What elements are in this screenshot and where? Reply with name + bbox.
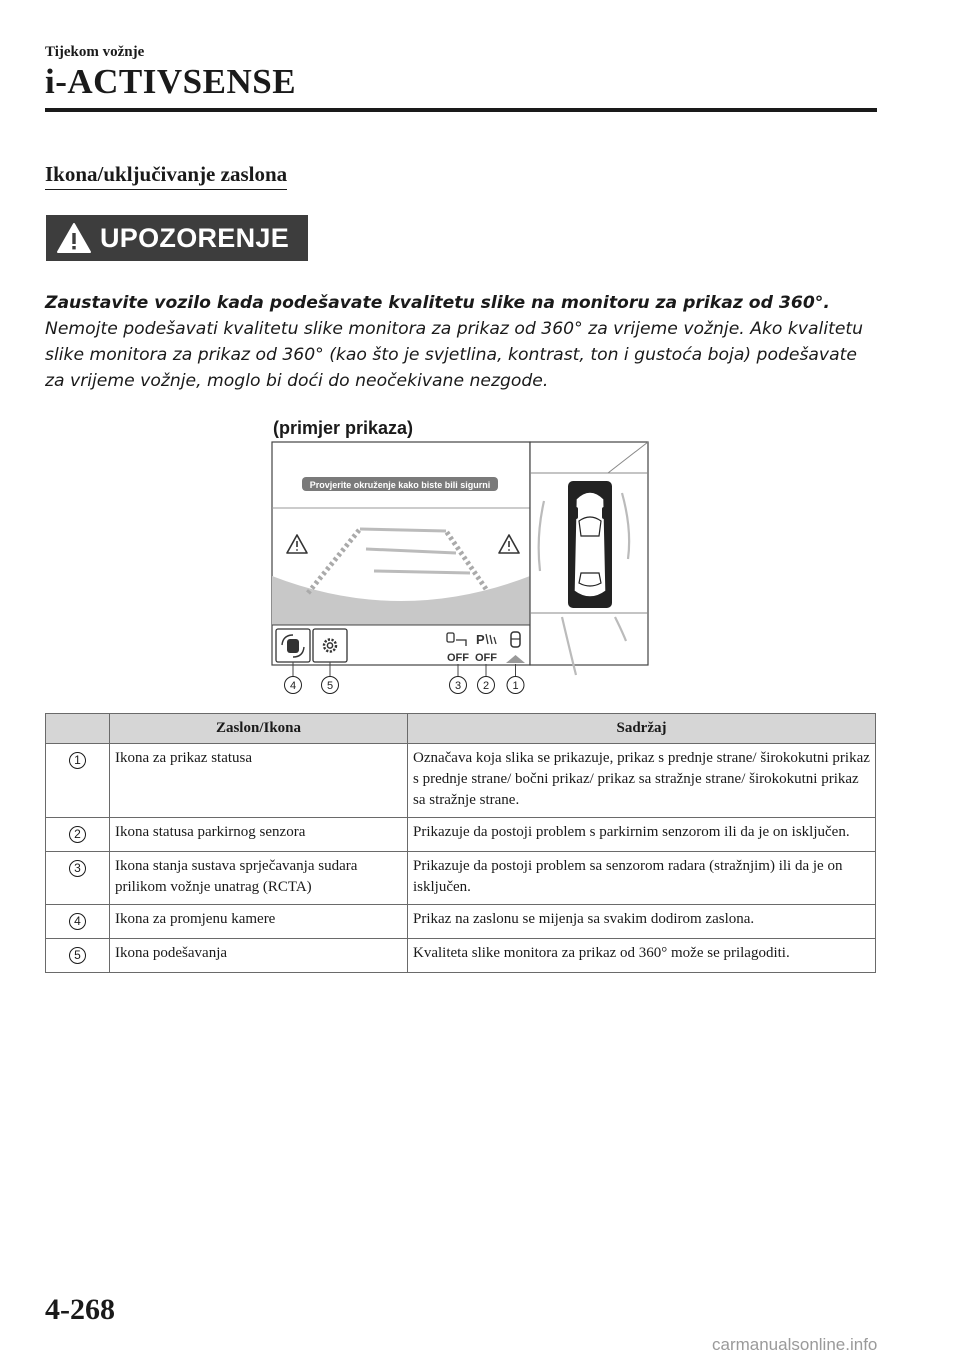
- rear-camera-view: [272, 442, 530, 665]
- row-content: Prikazuje da postoji problem sa senzorom radara (stražnjim) ili da je on isključen.: [408, 852, 876, 905]
- row-name: Ikona za promjenu kamere: [110, 905, 408, 939]
- table-row: [46, 744, 876, 818]
- table-row: [46, 939, 876, 973]
- figure-caption: (primjer prikaza): [273, 418, 414, 438]
- top-view-panel: [530, 442, 648, 675]
- callout-3: 3: [454, 680, 462, 692]
- table-header-content: Sadržaj: [408, 714, 876, 744]
- warning-label: UPOZORENJE: [100, 222, 290, 253]
- chapter-title: i-ACTIVSENSE: [45, 62, 297, 101]
- warning-triangle-icon: [56, 222, 92, 254]
- row-content: Kvaliteta slike monitora za prikaz od 360° može se prilagoditi.: [408, 939, 876, 973]
- table-row: [46, 852, 876, 905]
- table-row: [46, 905, 876, 939]
- row-content: Prikazuje da postoji problem s parkirnim senzorom ili da je on isključen.: [408, 818, 876, 852]
- row-name: Ikona podešavanja: [110, 939, 408, 973]
- screen-message: Provjerite okruženje kako biste bili sigurni: [309, 480, 491, 490]
- page-number: 4-268: [45, 1293, 115, 1326]
- table-header-icon: Zaslon/Ikona: [110, 714, 408, 744]
- row-number: 2: [69, 826, 86, 843]
- table-header-num: [46, 714, 110, 744]
- svg-text:P: P: [476, 632, 485, 647]
- row-number: 4: [69, 913, 86, 930]
- section-title: Ikona/uključivanje zaslona: [45, 162, 287, 190]
- row-number: 5: [69, 947, 86, 964]
- row-name: Ikona stanja sustava sprječavanja sudara prilikom vožnje unatrag (RCTA): [110, 852, 408, 905]
- callout-1: 1: [512, 680, 519, 692]
- callout-5: 5: [326, 680, 334, 692]
- callout-2: 2: [482, 680, 490, 692]
- warning-body: [45, 290, 875, 394]
- warning-text: Nemojte podešavati kvalitetu slike monitora za prikaz od 360° za vrijeme vožnje. Ako kvalitetu slike monitora za prikaz od 360° (kao što je svjetlina, kontrast, ton i gustoća boja) podešavate za vrijeme vožnje, moglo bi doći do neočekivane nezgode.: [45, 319, 864, 391]
- table-header-row: [46, 714, 876, 744]
- sensor-off-label: OFF: [475, 652, 497, 664]
- header-divider: [45, 108, 877, 112]
- car-top-icon: [572, 492, 608, 597]
- row-content: Prikaz na zaslonu se mijenja sa svakim dodirom zaslona.: [408, 905, 876, 939]
- monitor-figure: [270, 441, 650, 695]
- warning-banner: [46, 215, 308, 261]
- running-head: Tijekom vožnje: [45, 44, 145, 60]
- rcta-off-label: OFF: [447, 652, 469, 664]
- icon-table: [45, 713, 876, 973]
- row-number: 1: [69, 752, 86, 769]
- callout-4: 4: [289, 680, 297, 692]
- watermark-link[interactable]: carmanualsonline.info: [712, 1335, 878, 1354]
- row-name: Ikona za prikaz statusa: [110, 744, 408, 818]
- warning-lead: Zaustavite vozilo kada podešavate kvalitetu slike na monitoru za prikaz od 360°.: [45, 293, 830, 313]
- table-row: [46, 818, 876, 852]
- row-name: Ikona statusa parkirnog senzora: [110, 818, 408, 852]
- row-content: Označava koja slika se prikazuje, prikaz s prednje strane/ širokokutni prikaz s prednje strane/ bočni prikaz/ prikaz sa stražnje strane/ širokokutni prikaz sa stražnje strane.: [408, 744, 876, 818]
- row-number: 3: [69, 860, 86, 877]
